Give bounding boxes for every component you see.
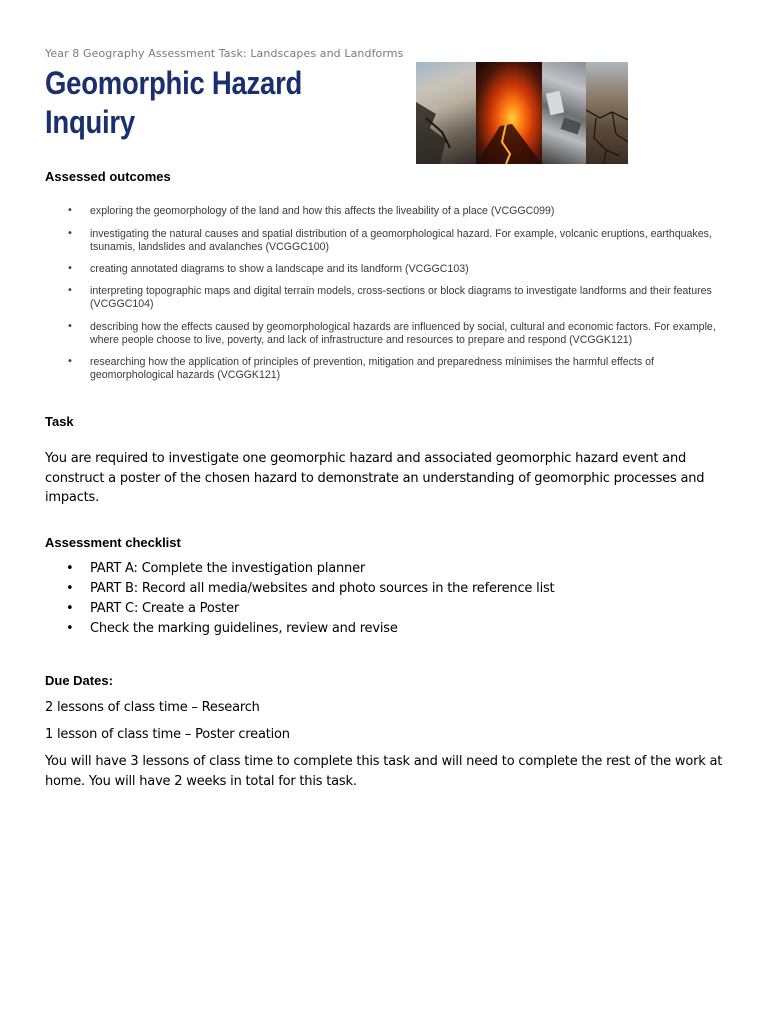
list-bullet: • — [67, 263, 73, 274]
due-poster-line: 1 lesson of class time – Poster creation — [45, 727, 290, 742]
list-item: interpreting topographic maps and digital terrain models, cross-sections or block diagrams to investigate landforms and their features (VCGGC104) — [90, 285, 712, 310]
list-bullet: • — [67, 205, 73, 216]
task-heading: Task — [45, 414, 74, 429]
list-item: investigating the natural causes and spatial distribution of a geomorphological hazard. For example, volcanic eruptions, earthquakes, tsunamis, landslides and avalanches (VCGGC100) — [90, 228, 712, 253]
list-bullet: • — [66, 621, 74, 636]
list-item: describing how the effects caused by geomorphological hazards are influenced by social, cultural and economic factors. For example, where people choose to live, poverty, and lack of infrastructure and resources to prepare and respond (VCGGK121) — [90, 321, 716, 346]
volcano-eruption-photo — [476, 62, 542, 164]
document-title: Geomorphic Hazard Inquiry — [45, 65, 303, 140]
list-bullet: • — [66, 561, 74, 576]
assessment-checklist-heading: Assessment checklist — [45, 535, 181, 550]
list-bullet: • — [66, 581, 74, 596]
due-time-description: You will have 3 lessons of class time to complete this task and will need to complete the rest of the work at home. You will have 2 weeks in total for this task. — [45, 754, 723, 789]
list-bullet: • — [67, 356, 73, 367]
cracked-earth-photo — [586, 62, 628, 164]
list-item: exploring the geomorphology of the land and how this affects the liveability of a place (VCGGC099) — [90, 205, 555, 217]
earthquake-crack-photo — [416, 62, 476, 164]
list-bullet: • — [66, 601, 74, 616]
list-item: researching how the application of principles of prevention, mitigation and preparedness minimises the harmful effects of geomorphological hazards (VCGGK121) — [90, 356, 654, 381]
list-item: PART B: Record all media/websites and photo sources in the reference list — [90, 581, 555, 596]
collapsed-building-photo — [542, 62, 586, 164]
list-item: Check the marking guidelines, review and revise — [90, 621, 398, 636]
due-dates-heading: Due Dates: — [45, 673, 113, 688]
list-item: PART A: Complete the investigation planner — [90, 561, 366, 576]
list-item: creating annotated diagrams to show a landscape and its landform (VCGGC103) — [90, 263, 469, 275]
hazard-photo-strip — [416, 62, 628, 164]
list-item: PART C: Create a Poster — [90, 601, 240, 616]
due-research-line: 2 lessons of class time – Research — [45, 700, 260, 715]
list-bullet: • — [67, 321, 73, 332]
document-subtitle: Year 8 Geography Assessment Task: Landscapes and Landforms — [45, 47, 404, 60]
assessed-outcomes-heading: Assessed outcomes — [45, 169, 171, 184]
list-bullet: • — [67, 285, 73, 296]
task-description: You are required to investigate one geomorphic hazard and associated geomorphic hazard event and construct a poster of the chosen hazard to demonstrate an understanding of geomorphic processes and impacts. — [45, 451, 705, 505]
list-bullet: • — [67, 228, 73, 239]
